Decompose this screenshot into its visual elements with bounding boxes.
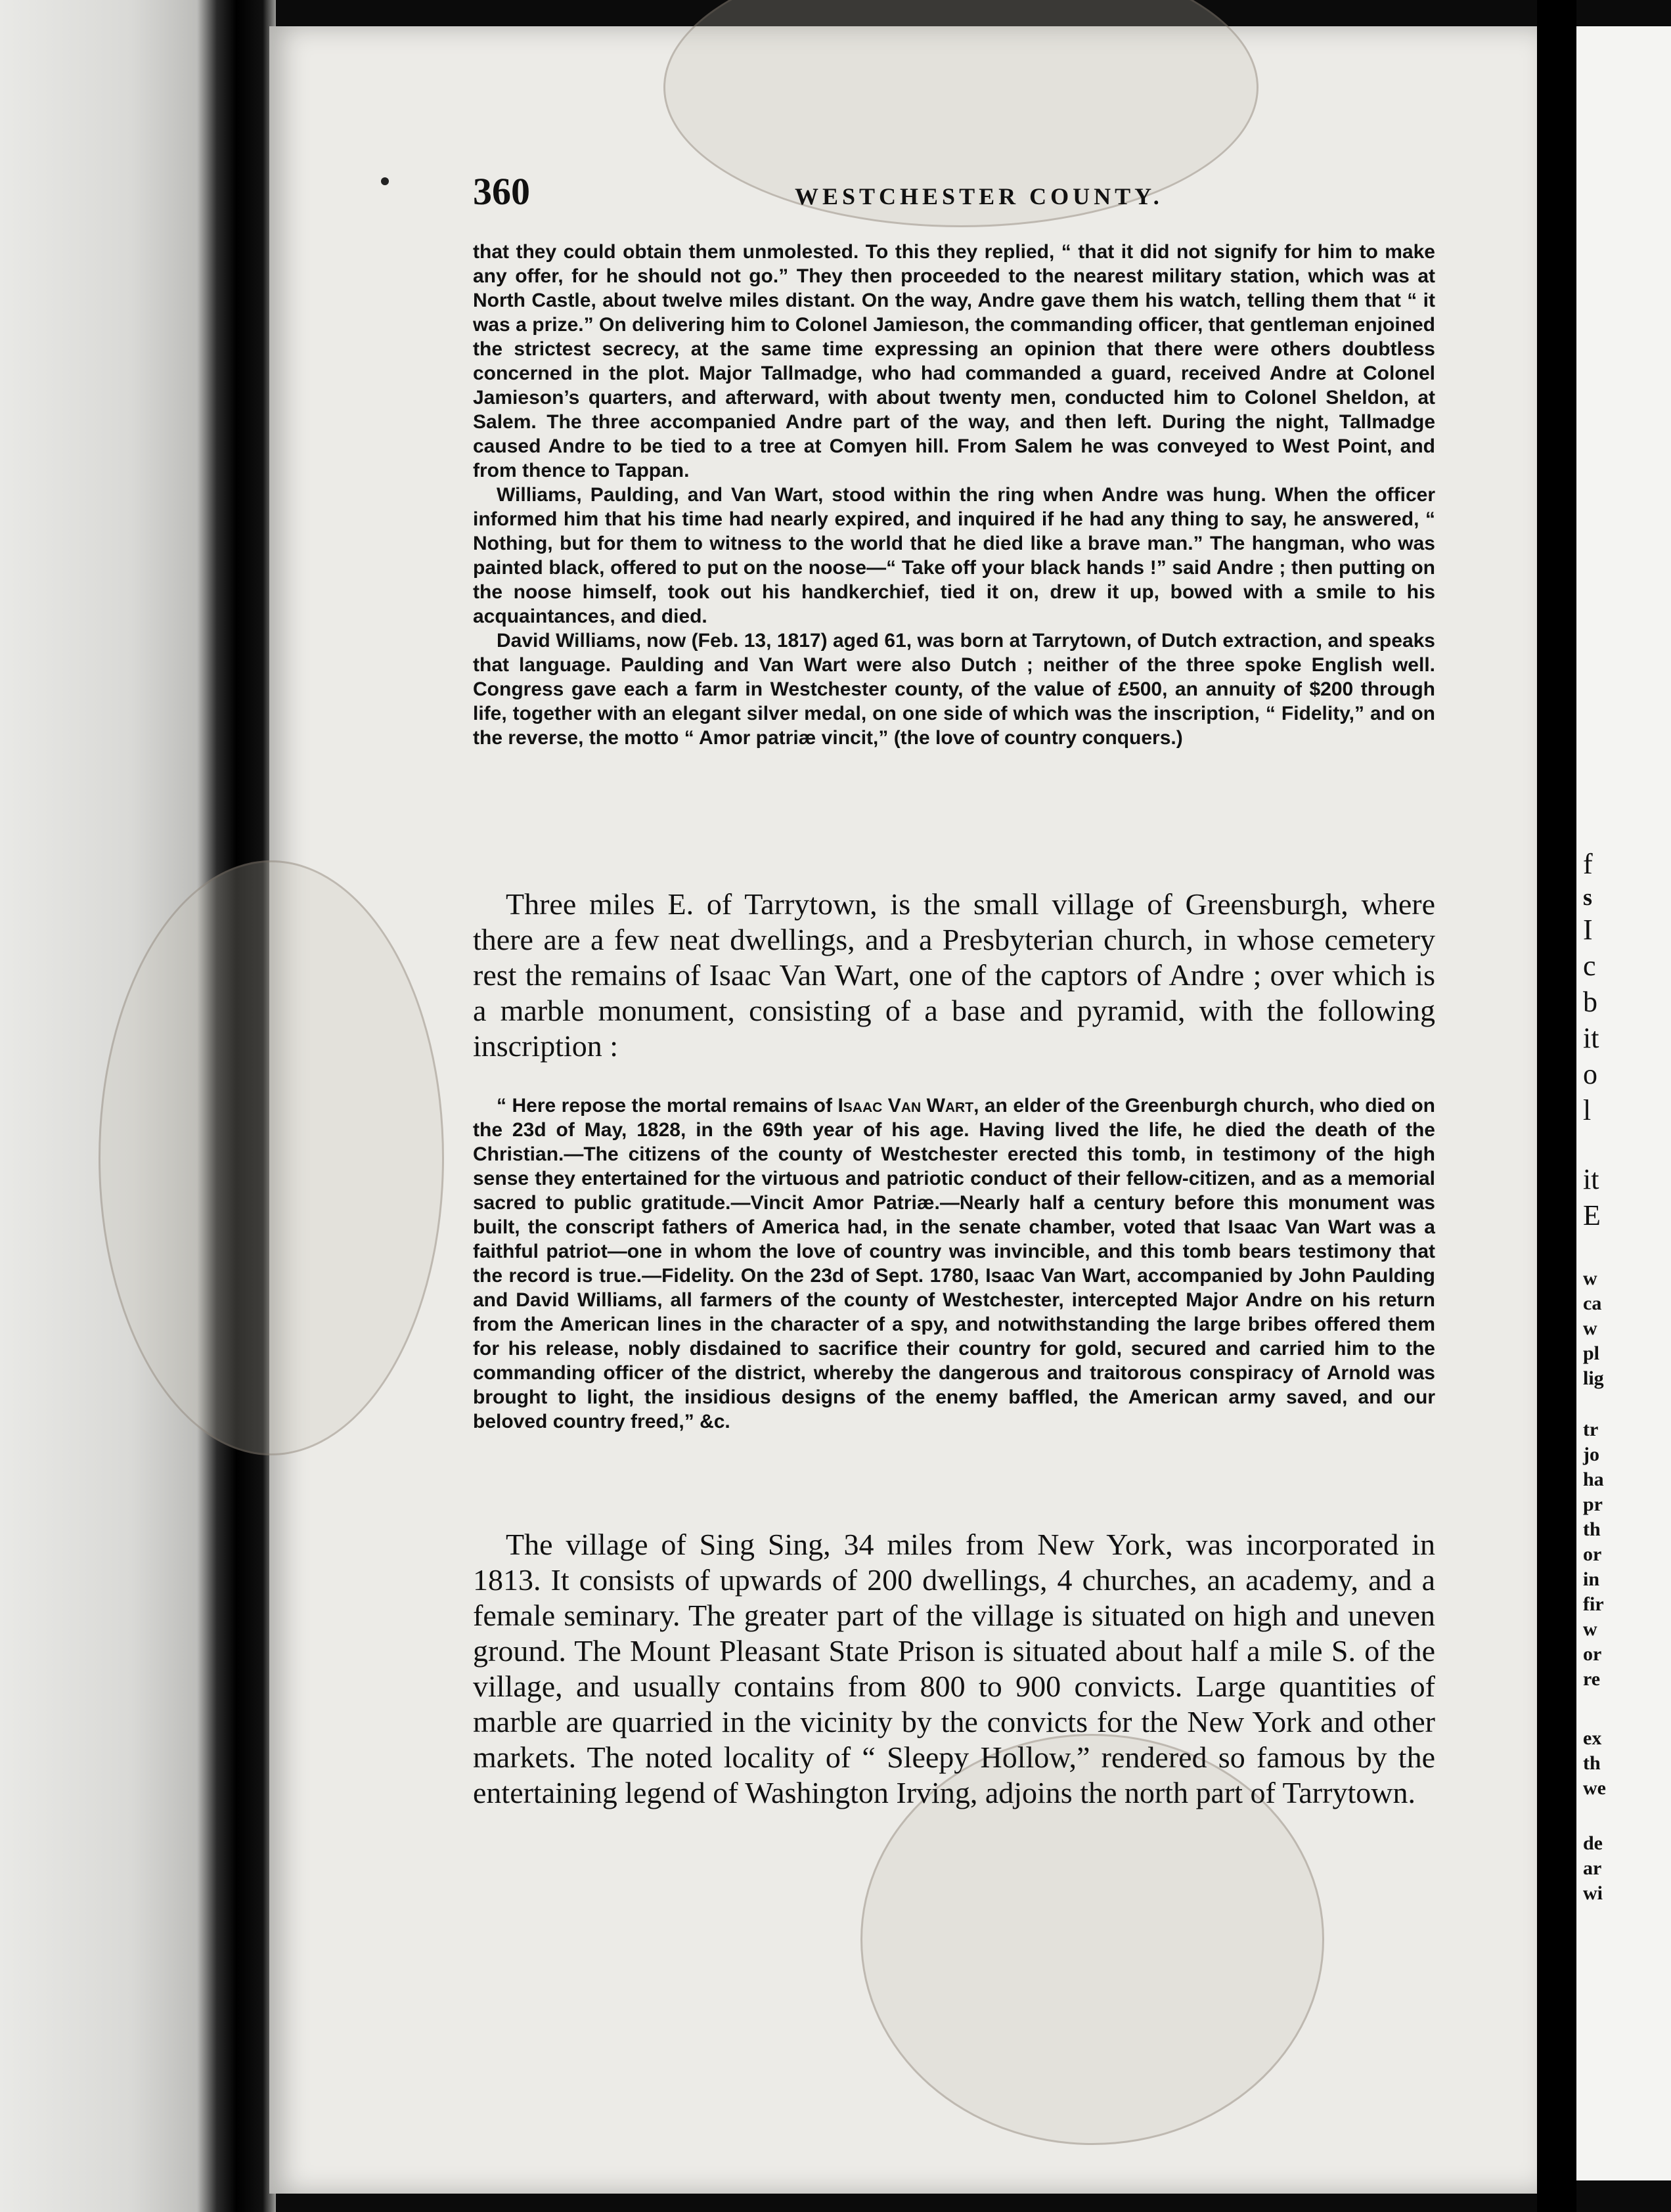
inscription-body: , an elder of the Greenburgh church, who died on the 23d of May, 1828, in the 69th year of his age. Having lived the life, he died the death of the Christian.—The citizens of the county of Westchester erected this tomb, in testimony of the high sense they entertained for the virtuous and patriotic conduct of their fellow-citizen, and as a memorial sacred to public gratitude.—Vincit Amor Patriæ.—Nearly half a century before this monument was built, the conscript fathers of America had, in the senate chamber, voted that Isaac Van Wart was a faithful patriot—one in whom the love of country was invincible, and this tomb bears testimony that the record is true.—Fidelity. On the 23d of Sept. 1780, Isaac Van Wart, accompanied by John Paulding and David Williams, all farmers of the county of Westchester, intercepted Major Andre on his return from the American lines in the character of a spy, and notwithstanding the large bribes offered them for his release, nobly disdained to sacrifice their country for gold, secured and carried him to the commanding officer of the district, whereby the dangerous and traitorous conspiracy of Arnold was brought to light, the insidious designs of the enemy baffled, the American army saved, and our beloved country freed,” &c. [473, 1095, 1436, 1432]
fragment: b [1583, 986, 1597, 1018]
fragment: w [1583, 1317, 1597, 1339]
fragment: l [1583, 1094, 1592, 1126]
running-head: WESTCHESTER COUNTY. [795, 183, 1163, 210]
fragment: fir [1583, 1593, 1604, 1615]
fragment: or [1583, 1643, 1602, 1665]
fragment: E [1583, 1199, 1601, 1231]
margin-mark [381, 177, 389, 185]
fragment: I [1583, 914, 1593, 946]
fragment: or [1583, 1543, 1602, 1565]
fragment: in [1583, 1568, 1600, 1590]
paragraph: David Williams, now (Feb. 13, 1817) aged 61, was born at Tarrytown, of Dutch extraction, and speaks that language. Paulding and Van Wart were also Dutch ; neither of the three spoke English well. Congress gave each a farm in Westchester county, of the value of £500, an annuity of $200 through life, together with an elegant silver medal, on one side of which was the inscription, “ Fidelity,” and on the reverse, the motto “ Amor patriæ vincit,” (the love of country conquers.) [473, 630, 1435, 749]
book-gutter [1537, 0, 1576, 2212]
fragment: th [1583, 1518, 1601, 1540]
page-number: 360 [473, 170, 530, 213]
fragment: w [1583, 1268, 1597, 1289]
paragraph: Williams, Paulding, and Van Wart, stood within the ring when Andre was hung. When the officer informed him that his time had nearly expired, and inquired if he had any thing to say, he answered, “ Nothing, but for them to witness to the world that he died like a brave man.” The hangman, who was painted black, offered to put on the noose—“ Take off your black hands !” said Andre ; then putting on the noose himself, took out his handkerchief, tied it on, drew it up, bowed with a smile to his acquaintances, and died. [473, 484, 1435, 627]
fragment: de [1583, 1832, 1603, 1854]
fragment: s [1583, 884, 1593, 910]
fragment: ar [1583, 1857, 1602, 1879]
fragment: f [1583, 848, 1593, 880]
inscription-lead: “ Here repose the mortal remains of [497, 1095, 838, 1117]
fragment: ha [1583, 1469, 1604, 1490]
facing-page-edge [1576, 26, 1671, 2180]
fragment: we [1583, 1777, 1606, 1799]
fragment: tr [1583, 1419, 1599, 1440]
fragment: ca [1583, 1293, 1602, 1314]
sing-sing-paragraph [473, 1527, 1435, 1811]
fragment: w [1583, 1618, 1597, 1640]
fragment: ex [1583, 1727, 1602, 1749]
fragment: c [1583, 950, 1596, 982]
inscription-text [473, 1094, 1435, 1434]
paragraph: The village of Sing Sing, 34 miles from New York, was incorporated in 1813. It consists of upwards of 200 dwellings, 4 churches, an academy, and a female seminary. The greater part of the village is situated on high and uneven ground. The Mount Pleasant State Prison is situated about half a mile S. of the village, and usually contains from 800 to 900 convicts. Large quantities of marble are quarried in the vicinity by the convicts for the New York and other markets. The noted locality of “ Sleepy Hollow,” rendered so famous by the entertaining legend of Washington Irving, adjoins the north part of Tarrytown. [473, 1528, 1435, 1809]
inscription-name: Isaac Van Wart [837, 1095, 974, 1117]
fragment: o [1583, 1058, 1597, 1090]
water-stain-left [99, 860, 444, 1455]
fragment: it [1583, 1163, 1599, 1195]
fragment: lig [1583, 1367, 1604, 1389]
fragment: pl [1583, 1342, 1600, 1364]
paragraph: Three miles E. of Tarrytown, is the small village of Greensburgh, where there are a few neat dwellings, and a Presbyterian church, in whose cemetery rest the remains of Isaac Van Wart, one of the captors of Andre ; over which is a marble monument, consisting of a base and pyramid, with the following inscription : [473, 887, 1435, 1063]
fragment: th [1583, 1752, 1601, 1774]
monument-inscription [473, 1094, 1435, 1434]
page-header [473, 169, 1425, 222]
fragment: re [1583, 1668, 1601, 1690]
fragment: jo [1583, 1444, 1599, 1465]
fragment: pr [1583, 1493, 1603, 1515]
greensburgh-paragraph [473, 887, 1435, 1064]
narrative-block [473, 240, 1435, 750]
paragraph: that they could obtain them unmolested. To this they replied, “ that it did not signify for him to make any offer, for he should not go.” They then proceeded to the nearest military station, which was at North Castle, about twelve miles distant. On the way, Andre gave them his watch, telling them that “ it was a prize.” On delivering him to Colonel Jamieson, the commanding officer, that gentleman enjoined the strictest secrecy, at the same time expressing an opinion that there were others doubtless concerned in the plot. Major Tallmadge, who had commanded a guard, received Andre at Colonel Jamieson’s quarters, and afterward, with about twenty men, conducted him to Colonel Sheldon, at Salem. The three accompanied Andre part of the way, and then left. During the night, Tallmadge caused Andre to be tied to a tree at Comyen hill. From Salem he was conveyed to West Point, and from thence to Tappan. [473, 241, 1435, 481]
fragment: wi [1583, 1882, 1603, 1904]
fragment: it [1583, 1022, 1599, 1054]
